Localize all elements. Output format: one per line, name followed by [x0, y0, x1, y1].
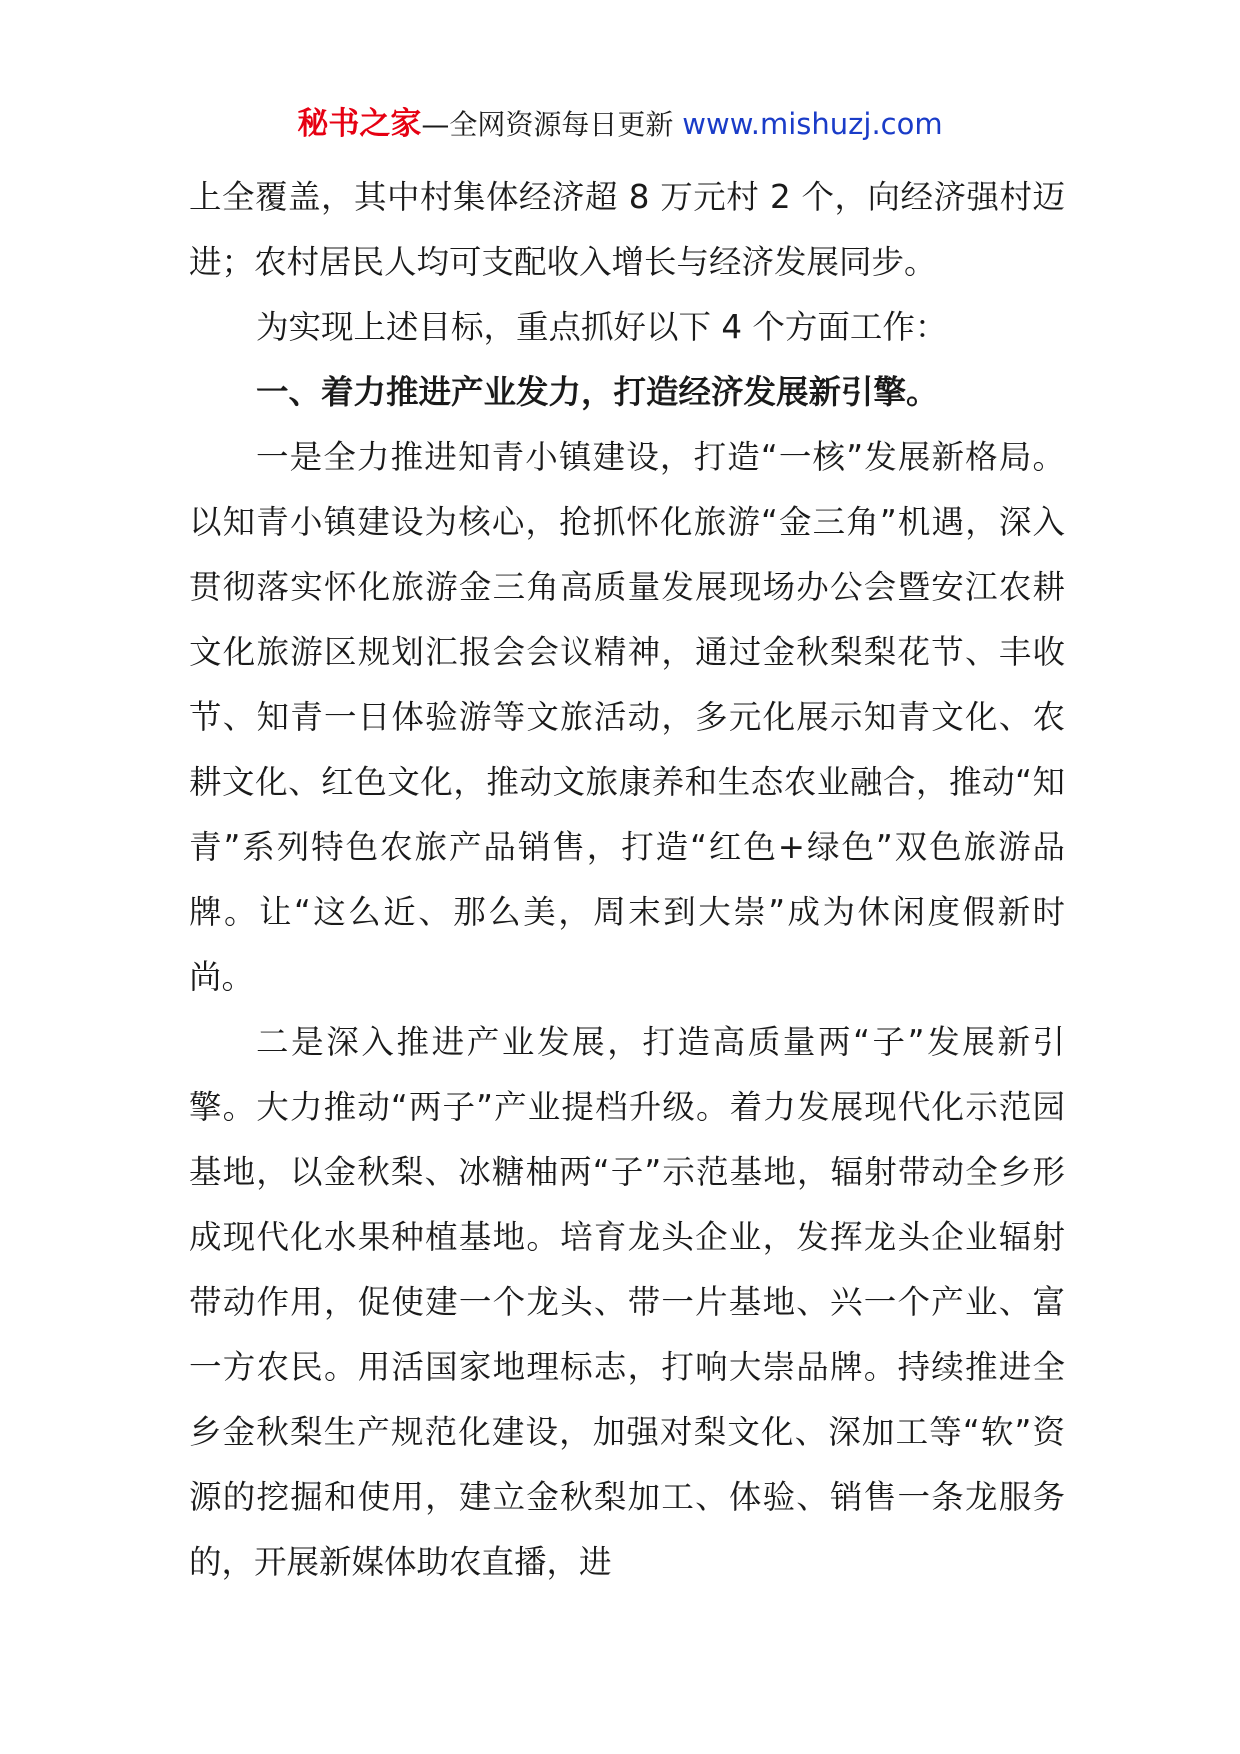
header-tagline: —全网资源每日更新 — [421, 108, 683, 141]
paragraph-intro: 为实现上述目标，重点抓好以下 4 个方面工作： — [256, 308, 948, 346]
site-url: www.mishuzj.com — [682, 107, 943, 141]
site-header — [0, 104, 1240, 145]
brand-name: 秘书之家 — [297, 106, 422, 142]
document-body — [189, 165, 1065, 1595]
section-heading: 一、着力推进产业发力，打造经济发展新引擎。 — [256, 373, 939, 411]
paragraph-item-one: 一是全力推进知青小镇建设，打造“一核”发展新格局。以知青小镇建设为核心，抢抓怀化旅游“金三角”机遇，深入贯彻落实怀化旅游金三角高质量发展现场办公会暨安江农耕文化旅游区规划汇报会会议精神，通过金秋梨梨花节、丰收节、知青一日体验游等文旅活动，多元化展示知青文化、农耕文化、红色文化，推动文旅康养和生态农业融合，推动“知青”系列特色农旅产品销售，打造“红色+绿色”双色旅游品牌。让“这么近、那么美，周末到大崇”成为休闲度假新时尚。 — [189, 438, 1065, 996]
paragraph-continued: 上全覆盖，其中村集体经济超 8 万元村 2 个，向经济强村迈进；农村居民人均可支配收入增长与经济发展同步。 — [189, 178, 1065, 281]
paragraph-item-two: 二是深入推进产业发展，打造高质量两“子”发展新引擎。大力推动“两子”产业提档升级。着力发展现代化示范园基地，以金秋梨、冰糖柚两“子”示范基地，辐射带动全乡形成现代化水果种植基地。培育龙头企业，发挥龙头企业辐射带动作用，促使建一个龙头、带一片基地、兴一个产业、富一方农民。用活国家地理标志，打响大崇品牌。持续推进全乡金秋梨生产规范化建设，加强对梨文化、深加工等“软”资源的挖掘和使用，建立金秋梨加工、体验、销售一条龙服务的，开展新媒体助农直播，进 — [189, 1023, 1065, 1581]
